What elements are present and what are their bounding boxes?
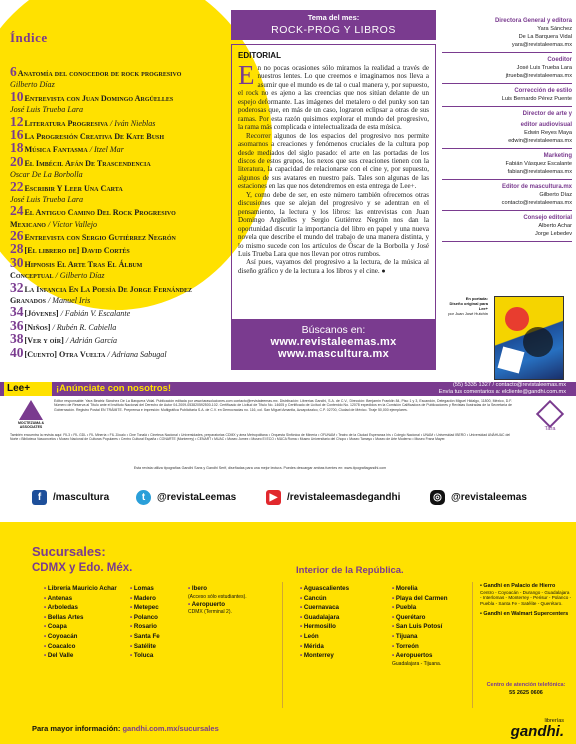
- staff-role: Coeditor: [547, 57, 572, 63]
- divider: [442, 179, 572, 180]
- toc-item[interactable]: [10, 126, 230, 142]
- branch-item: • Ibero: [188, 584, 247, 594]
- toc-page-number: 28: [10, 241, 24, 257]
- twitter-icon: t: [136, 490, 151, 505]
- staff-person: Alberto Achar: [538, 223, 572, 229]
- toc-item[interactable]: [10, 344, 230, 360]
- branch-list-interior-1: [300, 584, 349, 661]
- toc-title: Música Fantasma: [24, 145, 88, 155]
- staff-email[interactable]: fabian@revistaleemas.mx: [507, 169, 572, 175]
- cover-caption: En portada: Diseño original para Lee+ por Juan José Hutchin: [448, 296, 488, 316]
- staff-person: Luis Bernardo Pérez Puente: [501, 96, 572, 102]
- staff-person: De La Barquera Vidal: [518, 34, 572, 40]
- toc-title: El Imbécil Afán De Trascendencia: [24, 158, 151, 168]
- toc-item[interactable]: [10, 279, 230, 295]
- social-bar: [0, 482, 576, 522]
- branch-item: • Hermosillo: [300, 622, 349, 632]
- toc-author: Oscar De La Borbolla: [10, 170, 83, 180]
- cover-thumbnail: [494, 296, 564, 380]
- staff-person: Yara Sánchez: [537, 26, 572, 32]
- twitter-link[interactable]: t @revistaLeemas: [136, 490, 236, 505]
- toc-title: La Progresión Creativa De Kate Bush: [24, 131, 165, 141]
- staff-role: Director de arte y: [522, 111, 572, 117]
- toc-page-number: 24: [10, 203, 24, 219]
- toc-page-number: 34: [10, 304, 24, 320]
- staff-email[interactable]: yara@revistaleemas.mx: [511, 42, 572, 48]
- editorial-box: [231, 44, 436, 320]
- branch-item: • Guadalajara: [300, 613, 349, 623]
- branch-item: • Querétaro: [392, 613, 447, 623]
- branch-list-cdmx-3: [188, 584, 247, 615]
- toc-author: José Luis Trueba Lara: [10, 194, 84, 204]
- toc-page-number: 10: [10, 88, 24, 104]
- facebook-link[interactable]: f /mascultura: [32, 490, 109, 505]
- staff-role: Marketing: [543, 153, 572, 159]
- editorial-paragraph: Recorrer algunos de los espacios del progresivo nos permite asomarnos a creaciones y fenómenos cruciales de la cultura pop desde mediados del siglo pasado: el arte en las portadas de los discos de estos grupos, los nexos que sus creaciones tienen con la literatura, la capacidad de relacionarse con el cine y, por supuesto, algunos de sus avatares en nuestro país. Tales son algunas de las estaciones en las que nos detendremos en esta entrega de Lee+.: [238, 131, 429, 191]
- toc-page-number: 38: [10, 331, 24, 347]
- toc-item[interactable]: [10, 254, 230, 270]
- branch-item: • Lomas: [130, 584, 160, 594]
- divider: [442, 241, 572, 242]
- branch-item: • Metepec: [130, 603, 160, 613]
- ad-contact: (55) 5335 1327 / contacto@revistaleemas.mx Envía tus comentarios a: elcliente@gandhi.com.mx: [438, 382, 566, 395]
- special-branches: • Gandhi en Palacio de Hierro Centro - Coyoacán - Durango - Guadalajara - Interlomas - Monterrey - Perisur - Polanco - Puebla - Santa Fe - Satélite - Querétaro. • Gandhi en Walmart Supercenters: [480, 583, 572, 618]
- toc-item[interactable]: [10, 64, 230, 79]
- toc-title: [Jóvenes]: [24, 309, 59, 319]
- instagram-link[interactable]: ◎ @revistaleemas: [430, 490, 527, 505]
- toc-author: / Itzel Mar: [87, 145, 124, 155]
- branch-item: • Coacalco: [44, 642, 117, 652]
- toc-item[interactable]: [10, 331, 230, 347]
- branch-note: CDMX (Terminal 2).: [188, 609, 232, 616]
- toc-title: Entrevista con Sergio Gutiérrez Negrón: [24, 233, 176, 243]
- toc-page-number: 12: [10, 113, 24, 129]
- distribution-text: También encuentra la revista aquí: FIL3 • FIL GDL • FIL Minería • FIL Zócalo • Cine Tonalá • Cineteca Nacional • Universidades, preparatorias CDMX y área Metropolitana • Orquesta Sinfónica de Minería • OFUNAM • Teatro de la Ciudad Esperanza Iris • Colegio Nacional • UNAM • Universidad IBERO • Universidad ANÁHUAC del Norte • Biblioteca Vasconcelos • Museo Nacional de Culturas Populares • Centro Cultural España • CONARTE (Monterrey) • CENART • MUAC • Museo Jumex • Museo El ECO • MUCA Roma • Museo Universitario del Chopo • Museo Tamayo • Museo de Arte Moderno • Museo Franz Mayer.: [10, 433, 510, 442]
- branch-item: • Antenas: [44, 594, 117, 604]
- branch-item: • Coyoacán: [44, 632, 117, 642]
- toc-page-number: 16: [10, 126, 24, 142]
- youtube-icon: ▶: [266, 490, 281, 505]
- toc-page-number: 20: [10, 153, 24, 169]
- branch-list-interior-2: [392, 584, 447, 667]
- toc-author: / Rubén R. Cabiella: [50, 322, 117, 332]
- editorial-paragraph: Así pues, vayamos del progresivo a la lectura, de la música al diseño gráfico y de la lectura a los libros y el cine. ●: [238, 258, 429, 275]
- branch-item: • Aeropuerto: [188, 600, 247, 610]
- toc-title: Anatomía del conocedor de rock progresivo: [17, 69, 182, 78]
- toc-author: / Adriana Sabugal: [105, 349, 167, 359]
- staff-role: Directora General y editora: [494, 18, 572, 24]
- toc-title: Conceptual: [10, 271, 54, 281]
- gandhi-logo: librerías gandhi.: [510, 718, 564, 740]
- toc-author: José Luis Trueba Lara: [10, 105, 84, 115]
- facebook-icon: f: [32, 490, 47, 505]
- legal-text: Editor responsable: Yara Beatriz Sánchez De La Barquera Vidal. Publicación editada por www.tarasoluciones.com contacto@revistaleemas.mx. Distribución: Librerías Gandhi, S.A. de C.V., Dirección: Benjamín Franklin 84, Piso 1 y 3, Escandón, Delegación Miguel Hidalgo, 11800, México, D.F. Número de Reserva al Título ante el Instituto Nacional del Derecho de Autor 04-2009-053820592500-102. Certificado de Licitud de Título No. 14605 y Certificado de Licitud de Contenido No. 12078 expedidos en la Comisión Calificadora de Publicaciones y Revistas Ilustradas de la Secretaría de Gobernación. Registro Postal EN TRÁMITE. Preprensa e impresión: Multigráfica Publicitaria S.A. de C.V. en Democracias no. 116, col. San Miguel Amantla, Azcapotzalco, C.P. 02700, Ciudad de México. Tiraje 50,000 ejemplares.: [54, 399, 512, 412]
- toc-author: / Adrián García: [63, 336, 118, 346]
- editorial-paragraph: Y, como debe de ser, en este número también ofrecemos otras discusiones que se alejan del progresivo y se adentran en el pensamiento, la lectura y los libros: las entrevistas con Juan Domingo Argüelles y Sergio Gutiérrez Negrón nos dan la oportunidad discutir la importancia del libro en papel y una nueva novela que describe el mundo del trabajo de una manera distinta, y lo mismo sucede con los artículos de Óscar de la Borbolla y José Luis Trueba Lara que nos llevan por otros rumbos.: [238, 190, 429, 258]
- toc-item[interactable]: [10, 105, 230, 115]
- toc-title: La Infancia En La Poesía De Jorge Fernández: [24, 284, 193, 294]
- branch-item: • Cancún: [300, 594, 349, 604]
- toc-item[interactable]: [10, 113, 230, 129]
- branch-item: • Cuernavaca: [300, 603, 349, 613]
- toc-page-number: 36: [10, 317, 24, 333]
- toc-page-number: 6: [10, 64, 17, 79]
- theme-label: Tema del mes:: [307, 13, 360, 22]
- branch-note: (Acceso sólo estudiantes).: [188, 593, 247, 600]
- toc-item[interactable]: [10, 88, 230, 104]
- toc-author: Gilberto Díaz: [10, 80, 55, 90]
- toc-page-number: 18: [10, 140, 24, 156]
- drop-cap: E: [238, 60, 255, 90]
- toc-item[interactable]: [10, 140, 230, 156]
- toc-page-number: 30: [10, 254, 24, 270]
- website-link-leemas[interactable]: www.revistaleemas.mx: [270, 336, 397, 348]
- toc-title: [El librero de] David Cortés: [24, 246, 130, 256]
- toc-item[interactable]: [10, 170, 230, 180]
- index-section: [10, 30, 230, 361]
- branch-item: • Bellas Artes: [44, 613, 117, 623]
- branch-item: • Puebla: [392, 603, 447, 613]
- branch-note: Guadalajara - Tijuana.: [392, 660, 442, 667]
- branch-item: • Satélite: [130, 642, 160, 652]
- toc-page-number: 32: [10, 279, 24, 295]
- editorial-title: EDITORIAL: [238, 51, 281, 60]
- toc-author: / Fabián V. Escalante: [58, 309, 131, 319]
- staff-person: José Luis Trueba Lara: [516, 65, 572, 71]
- divider: [442, 148, 572, 149]
- toc-author: / Víctor Vallejo: [45, 219, 98, 229]
- youtube-link[interactable]: ▶ /revistaleemasdegandhi: [266, 490, 400, 505]
- toc-author: / Manuel Iris: [45, 296, 91, 306]
- theme-banner: [231, 10, 436, 40]
- toc-title: Entrevista con Juan Domingo Argüelles: [24, 93, 174, 103]
- index-title: Índice: [10, 30, 48, 45]
- staff-role: Corrección de estilo: [514, 88, 572, 94]
- staff-credits: [442, 14, 572, 242]
- more-info: [32, 724, 219, 733]
- branches-subtitle: CDMX y Edo. Méx.: [32, 562, 133, 574]
- divider: [442, 210, 572, 211]
- branch-item: • Toluca: [130, 651, 160, 661]
- interior-title: Interior de la República.: [296, 565, 404, 576]
- toc-item[interactable]: [10, 317, 230, 333]
- toc-item[interactable]: [10, 296, 230, 306]
- toc-item[interactable]: [10, 228, 230, 244]
- more-info-label: Para mayor información:: [32, 724, 121, 733]
- branch-item: • León: [300, 632, 349, 642]
- moctezuma-logo: MOCTEZUMA & ASSOCIATES: [14, 400, 48, 432]
- theme-value: ROCK-PROG Y LIBROS: [271, 24, 396, 36]
- branch-list-cdmx-2: [130, 584, 160, 661]
- branch-item: • Morelia: [392, 584, 447, 594]
- staff-person: Edwin Reyes Maya: [524, 130, 572, 136]
- toc-page-number: 40: [10, 344, 24, 360]
- branch-item: • Arboledas: [44, 603, 117, 613]
- branch-item: • Mérida: [300, 642, 349, 652]
- branch-item: • Torreón: [392, 642, 447, 652]
- toc-title: Escribir Y Leer Una Carta: [24, 183, 123, 193]
- branch-item: • Librería Mauricio Achar: [44, 584, 117, 594]
- branch-item: • Monterrey: [300, 651, 349, 661]
- toc-title: Granados: [10, 296, 46, 306]
- staff-role: Consejo editorial: [523, 215, 572, 221]
- divider: [442, 83, 572, 84]
- toc-author: / Iván Nieblas: [108, 118, 156, 128]
- toc-item[interactable]: [10, 304, 230, 320]
- branches-section: [0, 522, 576, 744]
- instagram-icon: ◎: [430, 490, 445, 505]
- toc-item[interactable]: [10, 203, 230, 219]
- branch-item: • Aeropuertos: [392, 651, 447, 661]
- branch-item: • Playa del Carmen: [392, 594, 447, 604]
- find-us-title: Búscanos en:: [301, 324, 366, 336]
- branches-title: Sucursales:: [32, 544, 106, 559]
- divider: [442, 52, 572, 53]
- toc-item[interactable]: [10, 195, 230, 205]
- staff-person: Jorge Lebedev: [534, 231, 572, 237]
- branch-item: • Rosario: [130, 622, 160, 632]
- branch-item: • San Luis Potosí: [392, 622, 447, 632]
- toc-title: El Antiguo Camino Del Rock Progresivo: [24, 208, 176, 218]
- branch-item: • Madero: [130, 594, 160, 604]
- branch-item: • Tijuana: [392, 632, 447, 642]
- staff-email[interactable]: edwin@revistaleemas.mx: [508, 138, 572, 144]
- branch-item: • Coapa: [44, 622, 117, 632]
- editorial-paragraph: En no pocas ocasiones sólo miramos la realidad a través de nuestros lentes. Lo que creemos e imaginamos nos lleva a asumir que el mundo es de tal o cual manera y, por supuesto, el rock no es ajeno a las creencias que nos sitúan delante de un espejo deformante. Las imágenes del metalero o del punky son tan poderosas que, en más de un caso, lograron eclipsar a otras de sus ramas. Por esta razón quisimos explorar el mundo del progresivo, la rama más complicada e intelectualizada de esta música.: [238, 60, 429, 132]
- knot-icon: [536, 400, 564, 428]
- toc-item[interactable]: [10, 220, 230, 230]
- lee-plus-logo: Lee+: [4, 382, 52, 396]
- toc-title: Mexicano: [10, 219, 46, 229]
- find-us-box: [231, 320, 436, 370]
- toc-page-number: 22: [10, 178, 24, 194]
- branch-item: • Del Valle: [44, 651, 117, 661]
- ad-slogan: ¡Anúnciate con nosotros!: [56, 383, 172, 394]
- toc-title: Hipnosis El Arte Tras El Álbum: [24, 259, 143, 269]
- editorial-body: [238, 60, 429, 275]
- divider: [282, 582, 283, 708]
- toc-item[interactable]: [10, 178, 230, 194]
- divider: [442, 106, 572, 107]
- toc-page-number: 26: [10, 228, 24, 244]
- staff-role: Editor de mascultura.mx: [501, 184, 572, 190]
- branch-list-cdmx-1: [44, 584, 117, 661]
- staff-person: Gilberto Díaz: [539, 192, 572, 198]
- font-credits: Esta revista utiliza tipografías Gandhi Sans y Gandhi Serif, diseñadas para una mejor lectura. Puedes descargar ambas fuentes en: www.tipografiagandhi.com: [133, 466, 387, 470]
- more-info-link[interactable]: gandhi.com.mx/sucursales: [122, 724, 219, 733]
- phone-label: Centro de atención telefónica:: [486, 682, 566, 688]
- toc-item[interactable]: [10, 241, 230, 257]
- toc-item[interactable]: [10, 153, 230, 169]
- toc-author: / Gilberto Díaz: [53, 271, 105, 281]
- branch-item: • Aguascalientes: [300, 584, 349, 594]
- staff-email[interactable]: contacto@revistaleemas.mx: [501, 200, 572, 206]
- toc-title: Literatura Progresiva: [24, 118, 108, 128]
- phone-number[interactable]: 55 2625 0606: [509, 690, 543, 696]
- tara-logo: Tara: [530, 404, 570, 432]
- toc-item[interactable]: [10, 80, 230, 90]
- toc-item[interactable]: [10, 271, 230, 281]
- website-link-mascultura[interactable]: www.mascultura.mx: [277, 348, 390, 360]
- staff-role: editor audiovisual: [520, 122, 572, 128]
- branch-item: • Polanco: [130, 613, 160, 623]
- toc-title: [Ver y oír]: [24, 336, 64, 346]
- staff-email[interactable]: jtrueba@revistaleemas.mx: [505, 73, 572, 79]
- toc-title: [Niños]: [24, 322, 51, 332]
- staff-person: Fabián Vásquez Escalante: [505, 161, 572, 167]
- divider: [472, 582, 473, 708]
- branch-item: • Santa Fe: [130, 632, 160, 642]
- table-of-contents: [10, 64, 230, 360]
- toc-title: [Cuento] Otra Vuelta: [24, 349, 106, 359]
